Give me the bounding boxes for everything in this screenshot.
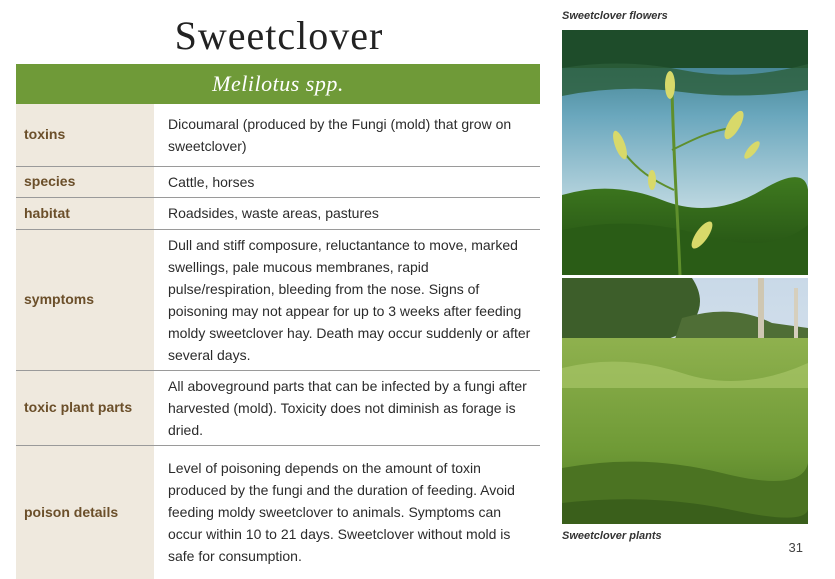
- row-label-toxic-plant-parts: toxic plant parts: [16, 370, 154, 445]
- table-row: [16, 166, 540, 197]
- row-label-symptoms: symptoms: [16, 229, 154, 370]
- row-value-toxic-plant-parts: All aboveground parts that can be infected by a fungi after harvested (mold). Toxicity does not diminish as forage is dried.: [154, 370, 540, 445]
- row-value-poison-details: Level of poisoning depends on the amount of toxin produced by the fungi and the duration of feeding. Avoid feeding moldy sweetclover to animals. Symptoms can occur within 10 to 21 days. Sweetclover without mold is safe for consumption.: [168, 460, 515, 565]
- row-value-symptoms: Dull and stiff composure, reluctantance to move, marked swellings, pale mucous membranes, rapid pulse/respiration, bleeding from the nose. Signs of poisoning may not appear for up to 3 weeks after feeding moldy sweetclover hay. Death may occur suddenly or after several days.: [154, 229, 540, 370]
- plant-info-table: [16, 104, 540, 579]
- row-value-species: Cattle, horses: [154, 166, 540, 197]
- plants-photo-image: [562, 278, 808, 524]
- row-label-species: species: [16, 166, 154, 197]
- table-row: [16, 229, 540, 370]
- row-value-toxins: Dicoumaral (produced by the Fungi (mold) that grow on sweetclover): [154, 104, 540, 166]
- flowers-photo-caption: Sweetclover flowers: [562, 10, 668, 22]
- row-label-poison-details: poison details: [16, 445, 154, 579]
- table-row: [16, 104, 540, 166]
- page-number: 31: [788, 540, 803, 555]
- scientific-name-banner: [16, 64, 540, 104]
- page-title: Sweetclover: [174, 13, 384, 58]
- flowers-photo-image: [562, 30, 808, 275]
- table-row: [16, 197, 540, 229]
- sweetclover-flowers-photo: [562, 30, 808, 275]
- scientific-name: Melilotus spp.: [212, 71, 344, 96]
- table-row: [16, 445, 540, 579]
- row-value-habitat: Roadsides, waste areas, pastures: [154, 197, 540, 229]
- plants-photo-caption: Sweetclover plants: [562, 530, 662, 542]
- table-row: [16, 370, 540, 445]
- row-label-toxins: toxins: [16, 104, 154, 166]
- row-label-habitat: habitat: [16, 197, 154, 229]
- sweetclover-plants-photo: [562, 278, 808, 524]
